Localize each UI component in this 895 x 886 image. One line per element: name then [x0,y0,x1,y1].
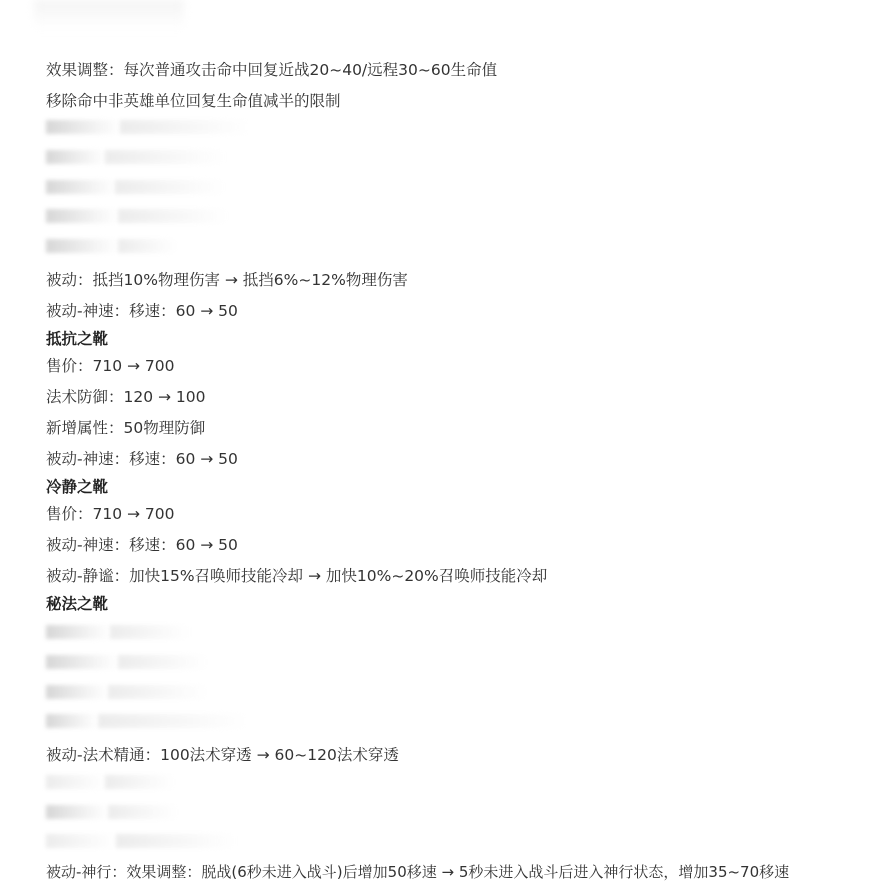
redacted-text-6 [46,625,111,639]
price-line: 售价：710 → 700 [46,505,175,523]
redacted-text-11 [46,805,108,819]
magic-defense-line: 法术防御：120 → 100 [46,388,206,406]
redacted-text-9 [46,714,98,728]
redacted-text-11b [108,805,178,819]
top-blurred-area [34,0,184,30]
passive-block-line: 被动：抵挡10%物理伤害 → 抵挡6%~12%物理伤害 [46,271,408,289]
redacted-text-9b [98,714,248,728]
section-heading-calm-boots: 冷静之靴 [46,478,109,496]
redacted-text-7b [118,655,208,669]
new-attribute-line: 新增属性：50物理防御 [46,419,206,437]
passive-travel-line: 被动-神行：效果调整：脱战(6秒未进入战斗)后增加50移速 → 5秒未进入战斗后进入神行状态，增加35~70移速 [46,863,790,881]
price-line: 售价：710 → 700 [46,357,175,375]
redacted-text-1 [46,120,121,134]
redacted-text-12 [46,834,116,848]
passive-speed-line: 被动-神速：移速：60 → 50 [46,536,238,554]
redacted-text-8 [46,685,108,699]
redacted-text-2 [46,150,106,164]
redacted-text-3 [46,180,116,194]
section-heading-arcane-boots: 秘法之靴 [46,595,109,613]
redacted-text-2b [105,150,225,164]
redacted-text-5 [46,239,118,253]
redacted-text-7 [46,655,118,669]
redacted-text-3b [115,180,225,194]
section-heading-resist-boots: 抵抗之靴 [46,330,109,348]
redacted-text-10 [46,775,106,789]
effect-adjust-line: 效果调整：每次普通攻击命中回复近战20~40/远程30~60生命值 [46,61,498,79]
redacted-text-6b [110,625,190,639]
passive-tranquil-line: 被动-静谧：加快15%召唤师技能冷却 → 加快10%~20%召唤师技能冷却 [46,567,548,585]
redacted-text-4b [118,209,228,223]
redacted-text-5b [118,239,178,253]
passive-speed-line: 被动-神速：移速：60 → 50 [46,302,238,320]
passive-speed-line: 被动-神速：移速：60 → 50 [46,450,238,468]
passive-mastery-line: 被动-法术精通：100法术穿透 → 60~120法术穿透 [46,746,399,764]
redacted-text-12b [116,834,236,848]
remove-restriction-line: 移除命中非英雄单位回复生命值减半的限制 [46,92,341,110]
redacted-text-4 [46,209,118,223]
redacted-text-1b [120,120,250,134]
redacted-text-10b [105,775,175,789]
redacted-text-8b [108,685,208,699]
